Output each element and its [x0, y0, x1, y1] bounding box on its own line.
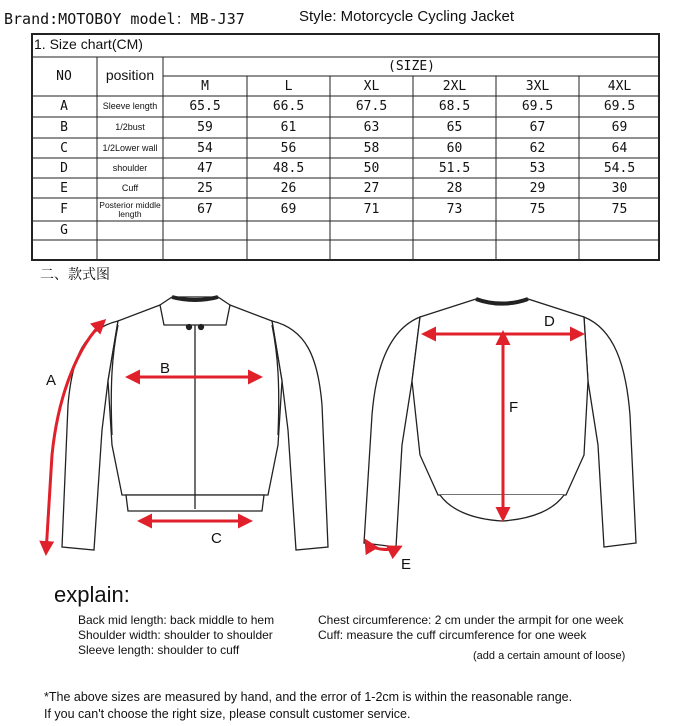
- jacket-diagrams: [0, 285, 694, 580]
- explain-chest: Chest circumference: 2 cm under the armpit for one week: [318, 613, 624, 627]
- label-b: B: [160, 360, 171, 377]
- row-f-3xl: 75: [529, 202, 546, 217]
- row-c-xl: 58: [363, 140, 380, 156]
- row-e-position: Cuff: [121, 182, 139, 193]
- style-text: Style: Motorcycle Cycling Jacket: [299, 8, 515, 25]
- row-e-4xl: 30: [611, 180, 628, 196]
- row-d-xl: 50: [363, 160, 380, 176]
- row-b-4xl: 69: [611, 120, 628, 135]
- row-b-no: B: [60, 120, 68, 135]
- row-f-m: 67: [197, 202, 213, 217]
- row-e-l: 26: [280, 180, 297, 196]
- row-c-no: C: [60, 140, 68, 156]
- row-f-position: Posterior middle length: [99, 199, 161, 219]
- explain-sleeve-length: Sleeve length: shoulder to cuff: [78, 643, 240, 657]
- jacket-front: [62, 297, 328, 550]
- style-drawing-title: 二、款式图: [40, 266, 110, 282]
- size-chart-title: 1. Size chart(CM): [34, 36, 143, 52]
- row-f-l: 69: [280, 202, 297, 217]
- size-header-xl: XL: [363, 78, 380, 94]
- size-header-m: M: [201, 78, 209, 94]
- column-no-header: NO: [56, 69, 72, 84]
- row-c-m: 54: [197, 140, 213, 156]
- explain-note: (add a certain amount of loose): [473, 650, 626, 662]
- row-a-l: 66.5: [272, 99, 305, 114]
- row-f-4xl: 75: [611, 202, 628, 217]
- row-e-no: E: [60, 180, 68, 196]
- row-d-m: 47: [197, 160, 213, 176]
- row-b-l: 61: [280, 120, 297, 135]
- front-left-sleeve: [62, 321, 118, 550]
- front-right-sleeve: [272, 321, 328, 550]
- explain-shoulder-width: Shoulder width: shoulder to shoulder: [78, 628, 273, 642]
- row-f-xl: 71: [363, 202, 380, 217]
- row-a-4xl: 69.5: [603, 99, 636, 114]
- row-f-2xl: 73: [446, 202, 463, 217]
- back-body: [412, 299, 588, 495]
- row-b-2xl: 65: [446, 120, 463, 135]
- footer-size-advice: If you can't choose the right size, please consult customer service.: [44, 707, 411, 721]
- brand-model-text: Brand:MOTOBOY model：MB-J37: [4, 10, 245, 28]
- row-d-l: 48.5: [272, 160, 305, 176]
- row-e-3xl: 29: [529, 180, 546, 196]
- row-a-3xl: 69.5: [521, 99, 554, 114]
- row-a-position: Sleeve length: [102, 101, 158, 111]
- label-d: D: [544, 313, 555, 330]
- jacket-back: [364, 299, 636, 547]
- row-c-3xl: 62: [529, 140, 546, 156]
- row-b-position: 1/2bust: [115, 122, 145, 132]
- row-c-2xl: 60: [446, 140, 463, 156]
- explain-cuff: Cuff: measure the cuff circumference for one week: [318, 628, 587, 642]
- row-d-no: D: [60, 160, 68, 176]
- back-left-sleeve: [364, 317, 420, 547]
- explain-title: explain:: [54, 582, 130, 607]
- row-c-position: 1/2Lower wall: [102, 142, 158, 153]
- row-d-4xl: 54.5: [603, 160, 636, 176]
- size-header-3xl: 3XL: [525, 78, 550, 94]
- row-a-xl: 67.5: [355, 99, 388, 114]
- row-c-4xl: 64: [611, 140, 628, 156]
- label-a: A: [46, 372, 57, 389]
- row-e-xl: 27: [363, 180, 380, 196]
- size-header-2xl: 2XL: [442, 78, 467, 94]
- row-d-position: shoulder: [112, 162, 148, 173]
- size-group-header: (SIZE): [388, 59, 435, 74]
- label-e: E: [401, 556, 412, 573]
- row-d-3xl: 53: [529, 160, 546, 176]
- size-header-l: L: [284, 78, 293, 94]
- row-g-no: G: [60, 223, 68, 238]
- column-position-header: position: [105, 66, 155, 83]
- back-right-sleeve: [584, 317, 636, 547]
- row-d-2xl: 51.5: [438, 160, 471, 176]
- row-b-xl: 63: [363, 120, 380, 135]
- footer-measurement-note: *The above sizes are measured by hand, and the error of 1-2cm is within the reasonable range.: [44, 690, 573, 704]
- row-c-l: 56: [280, 140, 297, 156]
- label-c: C: [211, 530, 222, 547]
- explain-back-length: Back mid length: back middle to hem: [78, 613, 275, 627]
- row-f-no: F: [60, 202, 68, 217]
- row-a-2xl: 68.5: [438, 99, 471, 114]
- size-header-4xl: 4XL: [607, 78, 632, 94]
- row-b-3xl: 67: [529, 120, 546, 135]
- row-b-m: 59: [197, 120, 213, 135]
- label-f: F: [509, 399, 519, 416]
- row-a-no: A: [60, 99, 68, 114]
- row-e-m: 25: [197, 180, 213, 196]
- row-e-2xl: 28: [446, 180, 463, 196]
- row-a-m: 65.5: [189, 99, 221, 114]
